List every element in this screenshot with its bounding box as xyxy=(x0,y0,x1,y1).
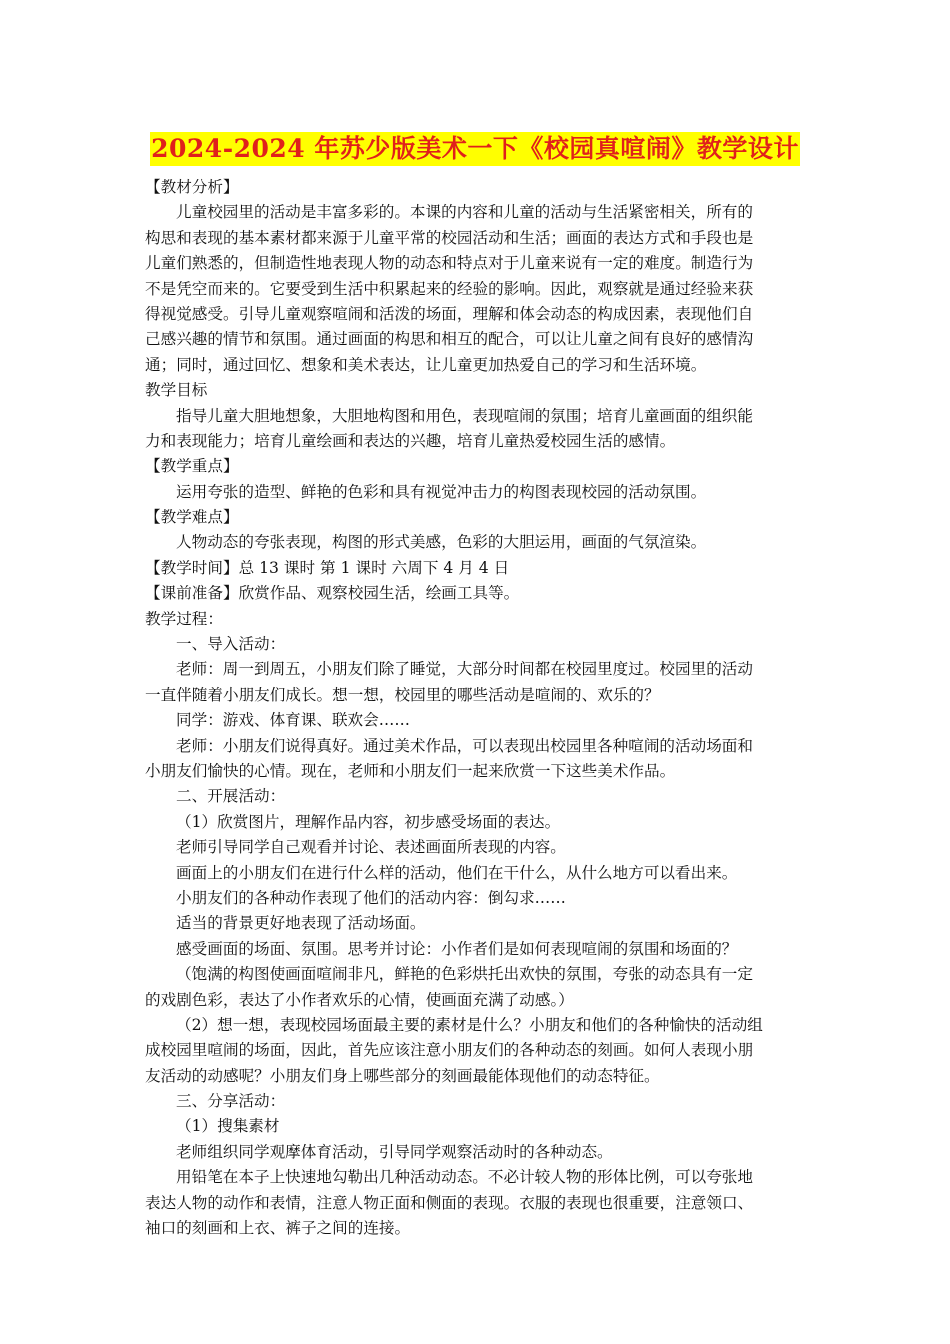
text-line: 三、分享活动： xyxy=(176,1092,286,1111)
text-line: 成校园里喧闹的场面，因此，首先应该注意小朋友们的各种动态的刻画。如何人表现小朋 xyxy=(145,1041,754,1060)
text-line: 表达人物的动作和表情，注意人物正面和侧面的表现。衣服的表现也很重要，注意领口、 xyxy=(145,1193,754,1212)
text-line: （饱满的构图使画面喧闹非凡，鲜艳的色彩烘托出欢快的氛围，夸张的动态具有一定 xyxy=(176,965,753,984)
text-line: 小朋友们的各种动作表现了他们的活动内容：倒勾求…… xyxy=(176,888,566,907)
text-line: 同学：游戏、体育课、联欢会…… xyxy=(176,711,410,730)
text-line: 老师：周一到周五，小朋友们除了睡觉，大部分时间都在校园里度过。校园里的活动 xyxy=(176,660,753,679)
text-line: 一、导入活动： xyxy=(176,635,286,654)
text-line: 【教学时间】总 13 课时 第 1 课时 六周下 4 月 4 日 xyxy=(145,558,510,577)
text-line: 儿童们熟悉的，但制造性地表现人物的动态和特点对于儿童来说有一定的难度。制造行为 xyxy=(145,254,754,273)
title-wrap xyxy=(0,132,950,166)
text-line: 适当的背景更好地表现了活动场面。 xyxy=(176,914,426,933)
text-line: 感受画面的场面、氛围。思考并讨论：小作者们是如何表现喧闹的氛围和场面的？ xyxy=(176,939,738,958)
text-line: 通；同时，通过回忆、想象和美术表达，让儿童更加热爱自己的学习和生活环境。 xyxy=(145,355,707,374)
text-line: 儿童校园里的活动是丰富多彩的。本课的内容和儿童的活动与生活紧密相关，所有的 xyxy=(176,203,753,222)
text-line: 指导儿童大胆地想象，大胆地构图和用色，表现喧闹的氛围；培育儿童画面的组织能 xyxy=(176,406,753,425)
text-line: 得视觉感受。引导儿童观察喧闹和活泼的场面，理解和体会动态的构成因素，表现他们自 xyxy=(145,304,754,323)
text-line: 运用夸张的造型、鲜艳的色彩和具有视觉冲击力的构图表现校园的活动氛围。 xyxy=(176,482,707,501)
text-line: （1）搜集素材 xyxy=(176,1117,280,1136)
text-line: 力和表现能力；培育儿童绘画和表达的兴趣，培育儿童热爱校园生活的感情。 xyxy=(145,431,676,450)
text-line: 的戏剧色彩，表达了小作者欢乐的心情，使画面充满了动感。） xyxy=(145,990,574,1009)
document-title: 2024-2024 年苏少版美术一下《校园真喧闹》教学设计 xyxy=(150,132,800,166)
text-line: 构思和表现的基本素材都来源于儿童平常的校园活动和生活；画面的表达方式和手段也是 xyxy=(145,228,754,247)
text-line: 教学目标 xyxy=(145,381,208,400)
text-line: 老师：小朋友们说得真好。通过美术作品，可以表现出校园里各种喧闹的活动场面和 xyxy=(176,736,753,755)
text-line: 画面上的小朋友们在进行什么样的活动，他们在干什么，从什么地方可以看出来。 xyxy=(176,863,738,882)
text-line: 老师引导同学自己观看并讨论、表述画面所表现的内容。 xyxy=(176,838,566,857)
text-line: 【教学重点】 xyxy=(145,457,239,476)
text-line: 用铅笔在本子上快速地勾勒出几种活动动态。不必计较人物的形体比例，可以夸张地 xyxy=(176,1168,753,1187)
text-line: 一直伴随着小朋友们成长。想一想，校园里的哪些活动是喧闹的、欢乐的？ xyxy=(145,685,660,704)
text-line: 己感兴趣的情节和氛围。通过画面的构思和相互的配合，可以让儿童之间有良好的感情沟 xyxy=(145,330,754,349)
text-line: 【教材分析】 xyxy=(145,178,239,196)
text-line: 【教学难点】 xyxy=(145,508,239,527)
text-line: 老师组织同学观摩体育活动，引导同学观察活动时的各种动态。 xyxy=(176,1142,613,1161)
text-line: 小朋友们愉快的心情。现在，老师和小朋友们一起来欣赏一下这些美术作品。 xyxy=(145,761,676,780)
text-line: 友活动的动感呢？小朋友们身上哪些部分的刻画最能体现他们的动态特征。 xyxy=(145,1066,660,1085)
text-line: （2）想一想，表现校园场面最主要的素材是什么？小朋友和他们的各种愉快的活动组 xyxy=(176,1015,763,1034)
document-body xyxy=(145,175,815,1241)
text-line: 【课前准备】欣赏作品、观察校园生活，绘画工具等。 xyxy=(145,584,520,603)
text-line: 不是凭空而来的。它要受到生活中积累起来的经验的影响。因此，观察就是通过经验来获 xyxy=(145,279,754,298)
text-line: 人物动态的夸张表现，构图的形式美感，色彩的大胆运用，画面的气氛渲染。 xyxy=(176,533,707,552)
text-line: 二、开展活动： xyxy=(176,787,286,806)
text-line: 教学过程： xyxy=(145,609,223,628)
text-line: （1）欣赏图片，理解作品内容，初步感受场面的表达。 xyxy=(176,812,561,831)
text-line: 袖口的刻画和上衣、裤子之间的连接。 xyxy=(145,1219,411,1238)
